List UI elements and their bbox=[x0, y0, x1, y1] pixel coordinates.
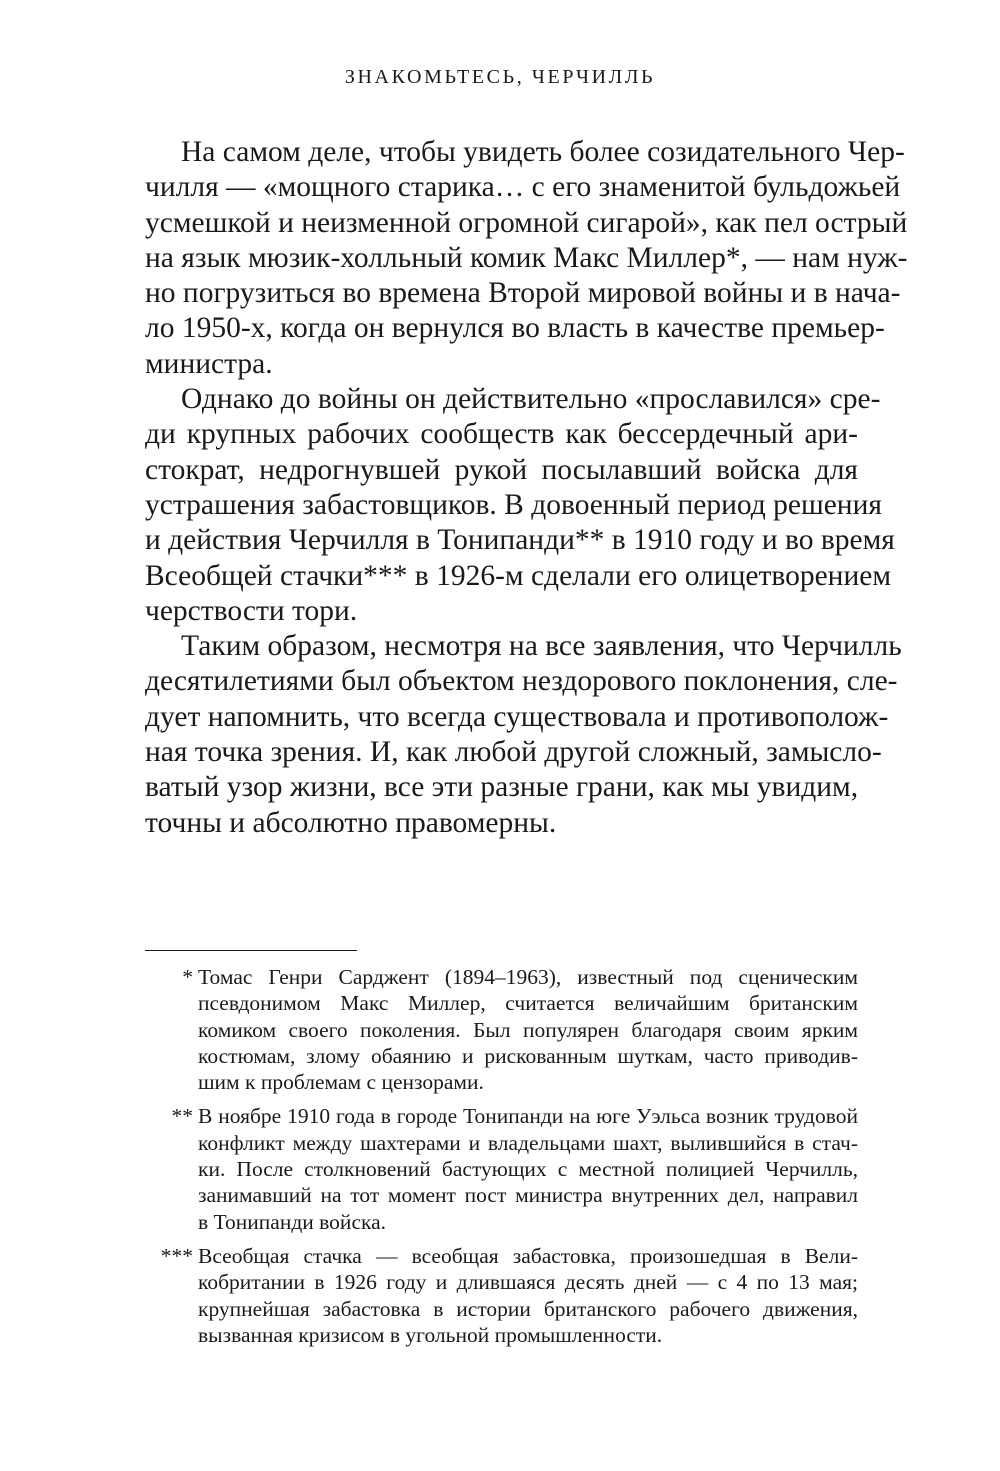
footnote bbox=[145, 964, 858, 1095]
text-line: усмешкой и неизменной огромной сигарой», как пел острый bbox=[145, 206, 908, 239]
footnote-line: шим к проблемам с цензорами. bbox=[198, 1070, 484, 1095]
footnote-line: конфликт между шахтерами и владельцами шахт, вылившийся в стач- bbox=[198, 1130, 858, 1155]
text-line: ная точка зрения. И, как любой другой сложный, замысло- bbox=[145, 736, 882, 769]
text-line: ватый узор жизни, все эти разные грани, как мы увидим, bbox=[145, 771, 859, 804]
text-line: дует напомнить, что всегда существовала и противополож- bbox=[145, 700, 889, 733]
footnote-divider bbox=[145, 950, 357, 951]
text-line: стократ, недрогнувшей рукой посылавший войска для bbox=[145, 453, 858, 486]
text-line: министра. bbox=[145, 347, 273, 380]
footnote-line: Всеобщая стачка — всеобщая забастовка, произошедшая в Вели- bbox=[198, 1243, 858, 1268]
text-line: черствости тори. bbox=[145, 594, 358, 627]
text-line: но погрузиться во времена Второй мировой войны и в нача- bbox=[145, 277, 901, 310]
footnote-line: вызванная кризисом в угольной промышленности. bbox=[198, 1322, 663, 1347]
footnote-marker: ** bbox=[171, 1104, 193, 1129]
main-text bbox=[145, 135, 908, 841]
text-line: устрашения забастовщиков. В довоенный период решения bbox=[145, 488, 882, 521]
footnote-marker: *** bbox=[160, 1243, 193, 1268]
footnote-line: комиком своего поколения. Был популярен благодаря своим ярким bbox=[198, 1017, 858, 1042]
text-line: на язык мюзик-холльный комик Макс Миллер*, — нам нуж- bbox=[145, 241, 908, 274]
footnote-line: ки. После столкновений бастующих с местной полицией Черчилль, bbox=[198, 1157, 858, 1182]
footnote-line: занимавший на тот момент пост министра внутренних дел, направил bbox=[198, 1183, 858, 1208]
text-line: Таким образом, несмотря на все заявления, что Черчилль bbox=[181, 630, 902, 663]
text-line: и действия Черчилля в Тонипанди** в 1910 году и во время bbox=[145, 524, 895, 557]
footnote-line: В ноябре 1910 года в городе Тонипанди на юге Уэльса возник трудовой bbox=[198, 1104, 858, 1129]
text-line: Однако до войны он действительно «прославился» сре- bbox=[181, 383, 881, 416]
footnote-line: костюмам, злому обаянию и рискованным шуткам, часто приводив- bbox=[198, 1043, 858, 1068]
footnote-line: в Тонипанди войска. bbox=[198, 1209, 387, 1234]
text-line: На самом деле, чтобы увидеть более созидательного Чер- bbox=[181, 136, 905, 168]
footnote bbox=[145, 1103, 858, 1234]
paragraph bbox=[145, 629, 902, 841]
footnote bbox=[145, 1243, 858, 1348]
footnote-line: крупнейшая забастовка в истории британского рабочего движения, bbox=[198, 1296, 858, 1321]
text-line: точны и абсолютно правомерны. bbox=[145, 806, 557, 839]
text-line: десятилетиями был объектом нездорового поклонения, сле- bbox=[145, 665, 898, 698]
text-line: ди крупных рабочих сообществ как бессердечный ари- bbox=[145, 418, 858, 451]
footnotes bbox=[145, 964, 858, 1356]
text-line: Всеобщей стачки*** в 1926-м сделали его олицетворением bbox=[145, 559, 891, 592]
running-head: ЗНАКОМЬТЕСЬ, ЧЕРЧИЛЛЬ bbox=[344, 66, 656, 88]
paragraph bbox=[145, 382, 895, 629]
footnote-line: кобритании в 1926 году и длившаяся десять дней — с 4 по 13 мая; bbox=[198, 1270, 858, 1295]
paragraph bbox=[145, 135, 908, 382]
text-line: чилля — «мощного старика… с его знаменитой бульдожьей bbox=[145, 171, 901, 204]
footnote-line: Томас Генри Сарджент (1894–1963), известный под сценическим bbox=[198, 965, 858, 989]
text-line: ло 1950-х, когда он вернулся во власть в качестве премьер- bbox=[145, 312, 885, 345]
footnote-line: псевдонимом Макс Миллер, считается величайшим британским bbox=[198, 991, 858, 1016]
footnote-marker: * bbox=[182, 965, 193, 989]
